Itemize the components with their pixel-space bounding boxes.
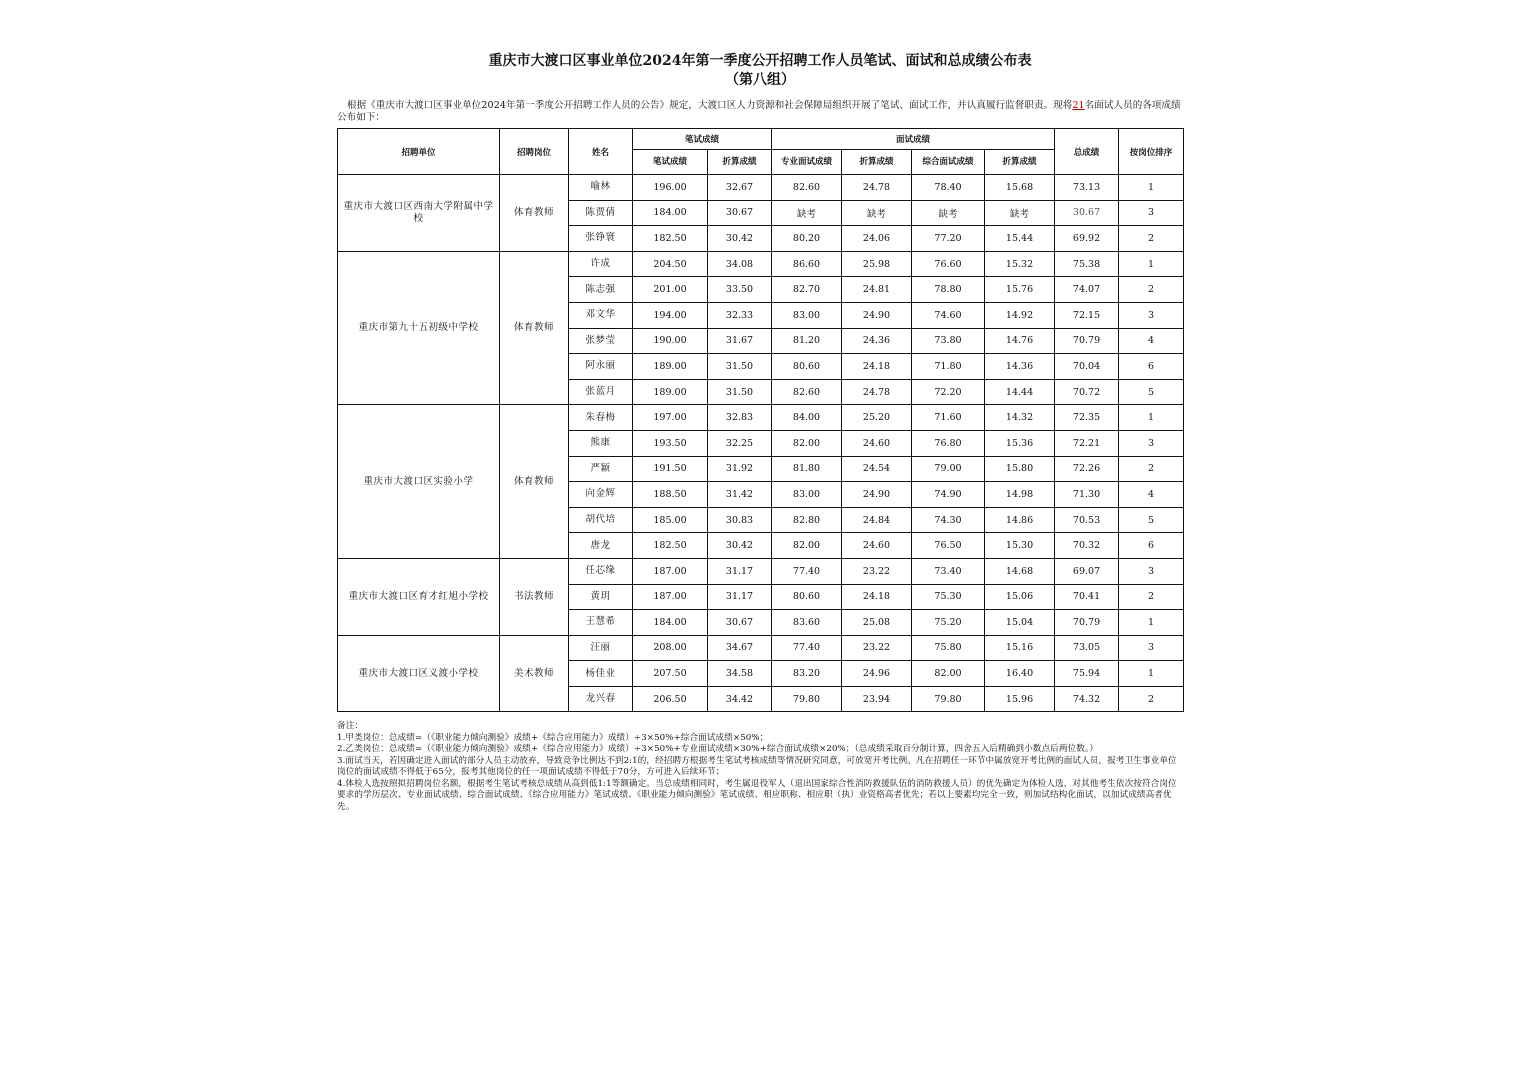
professional-interview-cell: 80.20 bbox=[772, 226, 842, 252]
professional-interview-cell: 80.60 bbox=[772, 354, 842, 380]
recruiting-position-cell: 体育教师 bbox=[500, 175, 569, 252]
professional-interview-cell: 81.80 bbox=[772, 456, 842, 482]
header-name: 姓名 bbox=[569, 129, 633, 175]
professional-interview-cell: 77.40 bbox=[772, 635, 842, 661]
candidate-name-cell: 任芯缘 bbox=[569, 558, 633, 584]
professional-converted-cell: 24.78 bbox=[842, 379, 912, 405]
comprehensive-interview-cell: 82.00 bbox=[912, 661, 985, 687]
candidate-name-cell: 陈志强 bbox=[569, 277, 633, 303]
comprehensive-interview-cell: 74.90 bbox=[912, 482, 985, 508]
rank-cell: 1 bbox=[1119, 610, 1184, 636]
written-converted-cell: 34.42 bbox=[708, 686, 772, 712]
written-score-cell: 206.50 bbox=[633, 686, 708, 712]
professional-interview-cell: 82.70 bbox=[772, 277, 842, 303]
comprehensive-interview-cell: 74.60 bbox=[912, 302, 985, 328]
written-converted-cell: 32.33 bbox=[708, 302, 772, 328]
table-row bbox=[338, 175, 1184, 201]
candidate-name-cell: 熊康 bbox=[569, 430, 633, 456]
total-score-cell: 69.07 bbox=[1055, 558, 1119, 584]
total-score-cell: 72.15 bbox=[1055, 302, 1119, 328]
professional-converted-cell: 24.84 bbox=[842, 507, 912, 533]
professional-interview-cell: 缺考 bbox=[772, 200, 842, 226]
comprehensive-interview-cell: 78.40 bbox=[912, 175, 985, 201]
header-comprehensive-interview: 综合面试成绩 bbox=[912, 150, 985, 175]
professional-interview-cell: 82.00 bbox=[772, 533, 842, 559]
professional-interview-cell: 84.00 bbox=[772, 405, 842, 431]
professional-converted-cell: 25.20 bbox=[842, 405, 912, 431]
written-converted-cell: 30.42 bbox=[708, 226, 772, 252]
total-score-cell: 73.13 bbox=[1055, 175, 1119, 201]
professional-interview-cell: 80.60 bbox=[772, 584, 842, 610]
comprehensive-interview-cell: 76.60 bbox=[912, 251, 985, 277]
total-score-cell: 71.30 bbox=[1055, 482, 1119, 508]
professional-converted-cell: 24.18 bbox=[842, 354, 912, 380]
header-professional-converted: 折算成绩 bbox=[842, 150, 912, 175]
candidate-name-cell: 邓文华 bbox=[569, 302, 633, 328]
total-score-cell: 75.94 bbox=[1055, 661, 1119, 687]
comprehensive-converted-cell: 15.76 bbox=[985, 277, 1055, 303]
professional-interview-cell: 77.40 bbox=[772, 558, 842, 584]
recruiting-unit-cell: 重庆市大渡口区义渡小学校 bbox=[338, 635, 500, 712]
rank-cell: 2 bbox=[1119, 226, 1184, 252]
candidate-name-cell: 张蓝月 bbox=[569, 379, 633, 405]
candidate-name-cell: 许成 bbox=[569, 251, 633, 277]
candidate-name-cell: 张铮寰 bbox=[569, 226, 633, 252]
comprehensive-interview-cell: 73.80 bbox=[912, 328, 985, 354]
recruiting-position-cell: 书法教师 bbox=[500, 558, 569, 635]
rank-cell: 2 bbox=[1119, 456, 1184, 482]
professional-interview-cell: 82.80 bbox=[772, 507, 842, 533]
header-row-1 bbox=[338, 129, 1184, 150]
rank-cell: 3 bbox=[1119, 430, 1184, 456]
rank-cell: 1 bbox=[1119, 405, 1184, 431]
written-score-cell: 184.00 bbox=[633, 200, 708, 226]
candidate-name-cell: 向金辉 bbox=[569, 482, 633, 508]
header-total: 总成绩 bbox=[1055, 129, 1119, 175]
written-score-cell: 197.00 bbox=[633, 405, 708, 431]
candidate-name-cell: 黄玥 bbox=[569, 584, 633, 610]
intro-text-before: 根据《重庆市大渡口区事业单位2024年第一季度公开招聘工作人员的公告》规定，大渡口区人力资源和社会保障局组织开展了笔试、面试工作，并认真履行监督职责。现将 bbox=[347, 100, 1073, 111]
candidate-name-cell: 喻林 bbox=[569, 175, 633, 201]
professional-converted-cell: 23.22 bbox=[842, 558, 912, 584]
candidate-name-cell: 王慧希 bbox=[569, 610, 633, 636]
professional-converted-cell: 25.08 bbox=[842, 610, 912, 636]
written-converted-cell: 34.58 bbox=[708, 661, 772, 687]
rank-cell: 6 bbox=[1119, 354, 1184, 380]
rank-cell: 1 bbox=[1119, 175, 1184, 201]
rank-cell: 4 bbox=[1119, 482, 1184, 508]
professional-interview-cell: 83.00 bbox=[772, 302, 842, 328]
total-score-cell: 70.79 bbox=[1055, 328, 1119, 354]
comprehensive-converted-cell: 15.44 bbox=[985, 226, 1055, 252]
rank-cell: 3 bbox=[1119, 635, 1184, 661]
written-converted-cell: 32.83 bbox=[708, 405, 772, 431]
note-item: 4.体检人选按照拟招聘岗位名额，根据考生笔试考核总成绩从高到低1:1等额确定。当总成绩相同时，考生属退役军人（退出国家综合性消防救援队伍的消防救援人员）的优先确定为体检人选，对其他考生依次按符合岗位要求的学历层次、专业面试成绩、综合面试成绩、《综合应用能力》笔试成绩、《职业能力倾向测验》笔试成绩、相应职称、相应职（执）业资格高者优先；若以上要素均完全一致，则加试结构化面试，以加试成绩高者优先。 bbox=[337, 778, 1177, 812]
comprehensive-interview-cell: 71.80 bbox=[912, 354, 985, 380]
rank-cell: 1 bbox=[1119, 661, 1184, 687]
header-professional-interview: 专业面试成绩 bbox=[772, 150, 842, 175]
header-written-group: 笔试成绩 bbox=[633, 129, 772, 150]
professional-converted-cell: 24.60 bbox=[842, 533, 912, 559]
written-converted-cell: 33.50 bbox=[708, 277, 772, 303]
document-subtitle: （第八组） bbox=[725, 72, 795, 88]
total-score-cell: 74.32 bbox=[1055, 686, 1119, 712]
recruiting-position-cell: 美术教师 bbox=[500, 635, 569, 712]
rank-cell: 1 bbox=[1119, 251, 1184, 277]
candidate-name-cell: 杨佳业 bbox=[569, 661, 633, 687]
written-score-cell: 182.50 bbox=[633, 533, 708, 559]
written-score-cell: 191.50 bbox=[633, 456, 708, 482]
total-score-cell: 72.21 bbox=[1055, 430, 1119, 456]
comprehensive-converted-cell: 15.32 bbox=[985, 251, 1055, 277]
header-unit: 招聘单位 bbox=[338, 129, 500, 175]
header-comprehensive-converted: 折算成绩 bbox=[985, 150, 1055, 175]
candidate-name-cell: 陈贾倩 bbox=[569, 200, 633, 226]
written-converted-cell: 31.17 bbox=[708, 558, 772, 584]
intro-text-after: 名面试人员的各项成绩公布如下： bbox=[337, 100, 1181, 123]
written-converted-cell: 31.50 bbox=[708, 354, 772, 380]
written-converted-cell: 30.67 bbox=[708, 200, 772, 226]
written-score-cell: 201.00 bbox=[633, 277, 708, 303]
written-converted-cell: 30.83 bbox=[708, 507, 772, 533]
intro-paragraph bbox=[337, 100, 1183, 124]
recruiting-position-cell: 体育教师 bbox=[500, 405, 569, 559]
candidate-name-cell: 朱春梅 bbox=[569, 405, 633, 431]
written-score-cell: 204.50 bbox=[633, 251, 708, 277]
header-interview-group: 面试成绩 bbox=[772, 129, 1055, 150]
professional-converted-cell: 24.90 bbox=[842, 302, 912, 328]
comprehensive-interview-cell: 76.80 bbox=[912, 430, 985, 456]
written-converted-cell: 32.25 bbox=[708, 430, 772, 456]
comprehensive-converted-cell: 15.36 bbox=[985, 430, 1055, 456]
professional-converted-cell: 24.81 bbox=[842, 277, 912, 303]
written-score-cell: 193.50 bbox=[633, 430, 708, 456]
comprehensive-converted-cell: 15.80 bbox=[985, 456, 1055, 482]
comprehensive-converted-cell: 16.40 bbox=[985, 661, 1055, 687]
comprehensive-converted-cell: 14.98 bbox=[985, 482, 1055, 508]
total-score-cell: 74.07 bbox=[1055, 277, 1119, 303]
candidate-name-cell: 阿永丽 bbox=[569, 354, 633, 380]
recruiting-unit-cell: 重庆市大渡口区西南大学附属中学校 bbox=[338, 175, 500, 252]
professional-interview-cell: 83.20 bbox=[772, 661, 842, 687]
total-score-cell: 70.53 bbox=[1055, 507, 1119, 533]
recruiting-unit-cell: 重庆市第九十五初级中学校 bbox=[338, 251, 500, 405]
written-score-cell: 184.00 bbox=[633, 610, 708, 636]
candidate-name-cell: 张梦莹 bbox=[569, 328, 633, 354]
comprehensive-interview-cell: 79.00 bbox=[912, 456, 985, 482]
comprehensive-interview-cell: 75.20 bbox=[912, 610, 985, 636]
note-item: 3.面试当天，若因确定进入面试的部分人员主动放弃，导致竞争比例达不到2:1的，经招聘方根据考生笔试考核成绩等情况研究同意，可放宽开考比例。凡在招聘任一环节中属放宽开考比例的面试人员，报考卫生事业单位岗位的面试成绩不得低于65分，报考其他岗位的任一项面试成绩不得低于70分，方可进入后续环节； bbox=[337, 755, 1177, 778]
comprehensive-converted-cell: 15.04 bbox=[985, 610, 1055, 636]
rank-cell: 5 bbox=[1119, 379, 1184, 405]
written-score-cell: 196.00 bbox=[633, 175, 708, 201]
professional-converted-cell: 24.78 bbox=[842, 175, 912, 201]
written-score-cell: 188.50 bbox=[633, 482, 708, 508]
professional-converted-cell: 24.90 bbox=[842, 482, 912, 508]
candidate-name-cell: 胡代培 bbox=[569, 507, 633, 533]
rank-cell: 3 bbox=[1119, 200, 1184, 226]
notes-heading: 备注： bbox=[337, 721, 364, 732]
professional-converted-cell: 24.36 bbox=[842, 328, 912, 354]
candidate-name-cell: 唐龙 bbox=[569, 533, 633, 559]
header-written-score: 笔试成绩 bbox=[633, 150, 708, 175]
written-score-cell: 187.00 bbox=[633, 558, 708, 584]
professional-converted-cell: 24.54 bbox=[842, 456, 912, 482]
total-score-cell: 30.67 bbox=[1055, 200, 1119, 226]
table-row bbox=[338, 405, 1184, 431]
candidate-name-cell: 龙兴春 bbox=[569, 686, 633, 712]
written-score-cell: 187.00 bbox=[633, 584, 708, 610]
written-converted-cell: 34.08 bbox=[708, 251, 772, 277]
comprehensive-interview-cell: 74.30 bbox=[912, 507, 985, 533]
rank-cell: 2 bbox=[1119, 584, 1184, 610]
written-score-cell: 194.00 bbox=[633, 302, 708, 328]
professional-converted-cell: 23.94 bbox=[842, 686, 912, 712]
total-score-cell: 70.79 bbox=[1055, 610, 1119, 636]
comprehensive-interview-cell: 73.40 bbox=[912, 558, 985, 584]
comprehensive-converted-cell: 15.30 bbox=[985, 533, 1055, 559]
comprehensive-interview-cell: 79.80 bbox=[912, 686, 985, 712]
document-title: 重庆市大渡口区事业单位2024年第一季度公开招聘工作人员笔试、面试和总成绩公布表 bbox=[488, 53, 1032, 69]
professional-converted-cell: 24.06 bbox=[842, 226, 912, 252]
table-row bbox=[338, 558, 1184, 584]
professional-converted-cell: 24.96 bbox=[842, 661, 912, 687]
written-score-cell: 182.50 bbox=[633, 226, 708, 252]
comprehensive-interview-cell: 71.60 bbox=[912, 405, 985, 431]
recruiting-position-cell: 体育教师 bbox=[500, 251, 569, 405]
total-score-cell: 72.26 bbox=[1055, 456, 1119, 482]
header-written-converted: 折算成绩 bbox=[708, 150, 772, 175]
professional-converted-cell: 25.98 bbox=[842, 251, 912, 277]
comprehensive-interview-cell: 缺考 bbox=[912, 200, 985, 226]
comprehensive-converted-cell: 14.32 bbox=[985, 405, 1055, 431]
written-converted-cell: 31.92 bbox=[708, 456, 772, 482]
comprehensive-converted-cell: 14.36 bbox=[985, 354, 1055, 380]
written-converted-cell: 31.50 bbox=[708, 379, 772, 405]
document-page bbox=[337, 52, 1183, 813]
table-row bbox=[338, 635, 1184, 661]
comprehensive-converted-cell: 15.96 bbox=[985, 686, 1055, 712]
professional-converted-cell: 缺考 bbox=[842, 200, 912, 226]
comprehensive-converted-cell: 15.16 bbox=[985, 635, 1055, 661]
comprehensive-interview-cell: 77.20 bbox=[912, 226, 985, 252]
rank-cell: 4 bbox=[1119, 328, 1184, 354]
comprehensive-converted-cell: 14.44 bbox=[985, 379, 1055, 405]
total-score-cell: 69.92 bbox=[1055, 226, 1119, 252]
professional-interview-cell: 83.00 bbox=[772, 482, 842, 508]
table-row bbox=[338, 251, 1184, 277]
professional-converted-cell: 23.22 bbox=[842, 635, 912, 661]
notes-section bbox=[337, 721, 1183, 813]
header-position: 招聘岗位 bbox=[500, 129, 569, 175]
written-converted-cell: 30.42 bbox=[708, 533, 772, 559]
recruiting-unit-cell: 重庆市大渡口区实验小学 bbox=[338, 405, 500, 559]
note-item: 1.甲类岗位：总成绩=（《职业能力倾向测验》成绩+《综合应用能力》成绩）÷3×50%+综合面试成绩×50%； bbox=[337, 732, 769, 743]
written-converted-cell: 30.67 bbox=[708, 610, 772, 636]
scores-table bbox=[337, 128, 1184, 712]
comprehensive-converted-cell: 14.76 bbox=[985, 328, 1055, 354]
professional-interview-cell: 81.20 bbox=[772, 328, 842, 354]
comprehensive-converted-cell: 缺考 bbox=[985, 200, 1055, 226]
rank-cell: 3 bbox=[1119, 302, 1184, 328]
professional-interview-cell: 79.80 bbox=[772, 686, 842, 712]
comprehensive-converted-cell: 14.92 bbox=[985, 302, 1055, 328]
written-converted-cell: 31.42 bbox=[708, 482, 772, 508]
professional-interview-cell: 82.60 bbox=[772, 175, 842, 201]
total-score-cell: 70.41 bbox=[1055, 584, 1119, 610]
professional-interview-cell: 82.60 bbox=[772, 379, 842, 405]
comprehensive-interview-cell: 78.80 bbox=[912, 277, 985, 303]
comprehensive-interview-cell: 76.50 bbox=[912, 533, 985, 559]
written-score-cell: 189.00 bbox=[633, 379, 708, 405]
total-score-cell: 72.35 bbox=[1055, 405, 1119, 431]
comprehensive-converted-cell: 15.06 bbox=[985, 584, 1055, 610]
rank-cell: 6 bbox=[1119, 533, 1184, 559]
written-score-cell: 190.00 bbox=[633, 328, 708, 354]
written-converted-cell: 31.67 bbox=[708, 328, 772, 354]
comprehensive-interview-cell: 75.80 bbox=[912, 635, 985, 661]
written-converted-cell: 31.17 bbox=[708, 584, 772, 610]
rank-cell: 2 bbox=[1119, 686, 1184, 712]
professional-interview-cell: 83.60 bbox=[772, 610, 842, 636]
professional-interview-cell: 82.00 bbox=[772, 430, 842, 456]
candidate-name-cell: 汪丽 bbox=[569, 635, 633, 661]
interviewee-count: 21 bbox=[1072, 100, 1085, 111]
written-score-cell: 208.00 bbox=[633, 635, 708, 661]
note-item: 2.乙类岗位：总成绩=（《职业能力倾向测验》成绩+《综合应用能力》成绩）÷3×50%+专业面试成绩×30%+综合面试成绩×20%；（总成绩采取百分制计算，四舍五入后精确到小数点后两位数。） bbox=[337, 744, 1099, 755]
comprehensive-converted-cell: 15.68 bbox=[985, 175, 1055, 201]
professional-interview-cell: 86.60 bbox=[772, 251, 842, 277]
rank-cell: 5 bbox=[1119, 507, 1184, 533]
total-score-cell: 70.72 bbox=[1055, 379, 1119, 405]
total-score-cell: 75.38 bbox=[1055, 251, 1119, 277]
table-body bbox=[338, 175, 1184, 712]
candidate-name-cell: 严颖 bbox=[569, 456, 633, 482]
header-rank: 按岗位排序 bbox=[1119, 129, 1184, 175]
professional-converted-cell: 24.18 bbox=[842, 584, 912, 610]
written-score-cell: 185.00 bbox=[633, 507, 708, 533]
comprehensive-interview-cell: 72.20 bbox=[912, 379, 985, 405]
total-score-cell: 70.32 bbox=[1055, 533, 1119, 559]
recruiting-unit-cell: 重庆市大渡口区育才红旭小学校 bbox=[338, 558, 500, 635]
total-score-cell: 70.04 bbox=[1055, 354, 1119, 380]
professional-converted-cell: 24.60 bbox=[842, 430, 912, 456]
written-converted-cell: 34.67 bbox=[708, 635, 772, 661]
rank-cell: 3 bbox=[1119, 558, 1184, 584]
comprehensive-interview-cell: 75.30 bbox=[912, 584, 985, 610]
written-converted-cell: 32.67 bbox=[708, 175, 772, 201]
comprehensive-converted-cell: 14.68 bbox=[985, 558, 1055, 584]
comprehensive-converted-cell: 14.86 bbox=[985, 507, 1055, 533]
total-score-cell: 73.05 bbox=[1055, 635, 1119, 661]
written-score-cell: 189.00 bbox=[633, 354, 708, 380]
written-score-cell: 207.50 bbox=[633, 661, 708, 687]
rank-cell: 2 bbox=[1119, 277, 1184, 303]
